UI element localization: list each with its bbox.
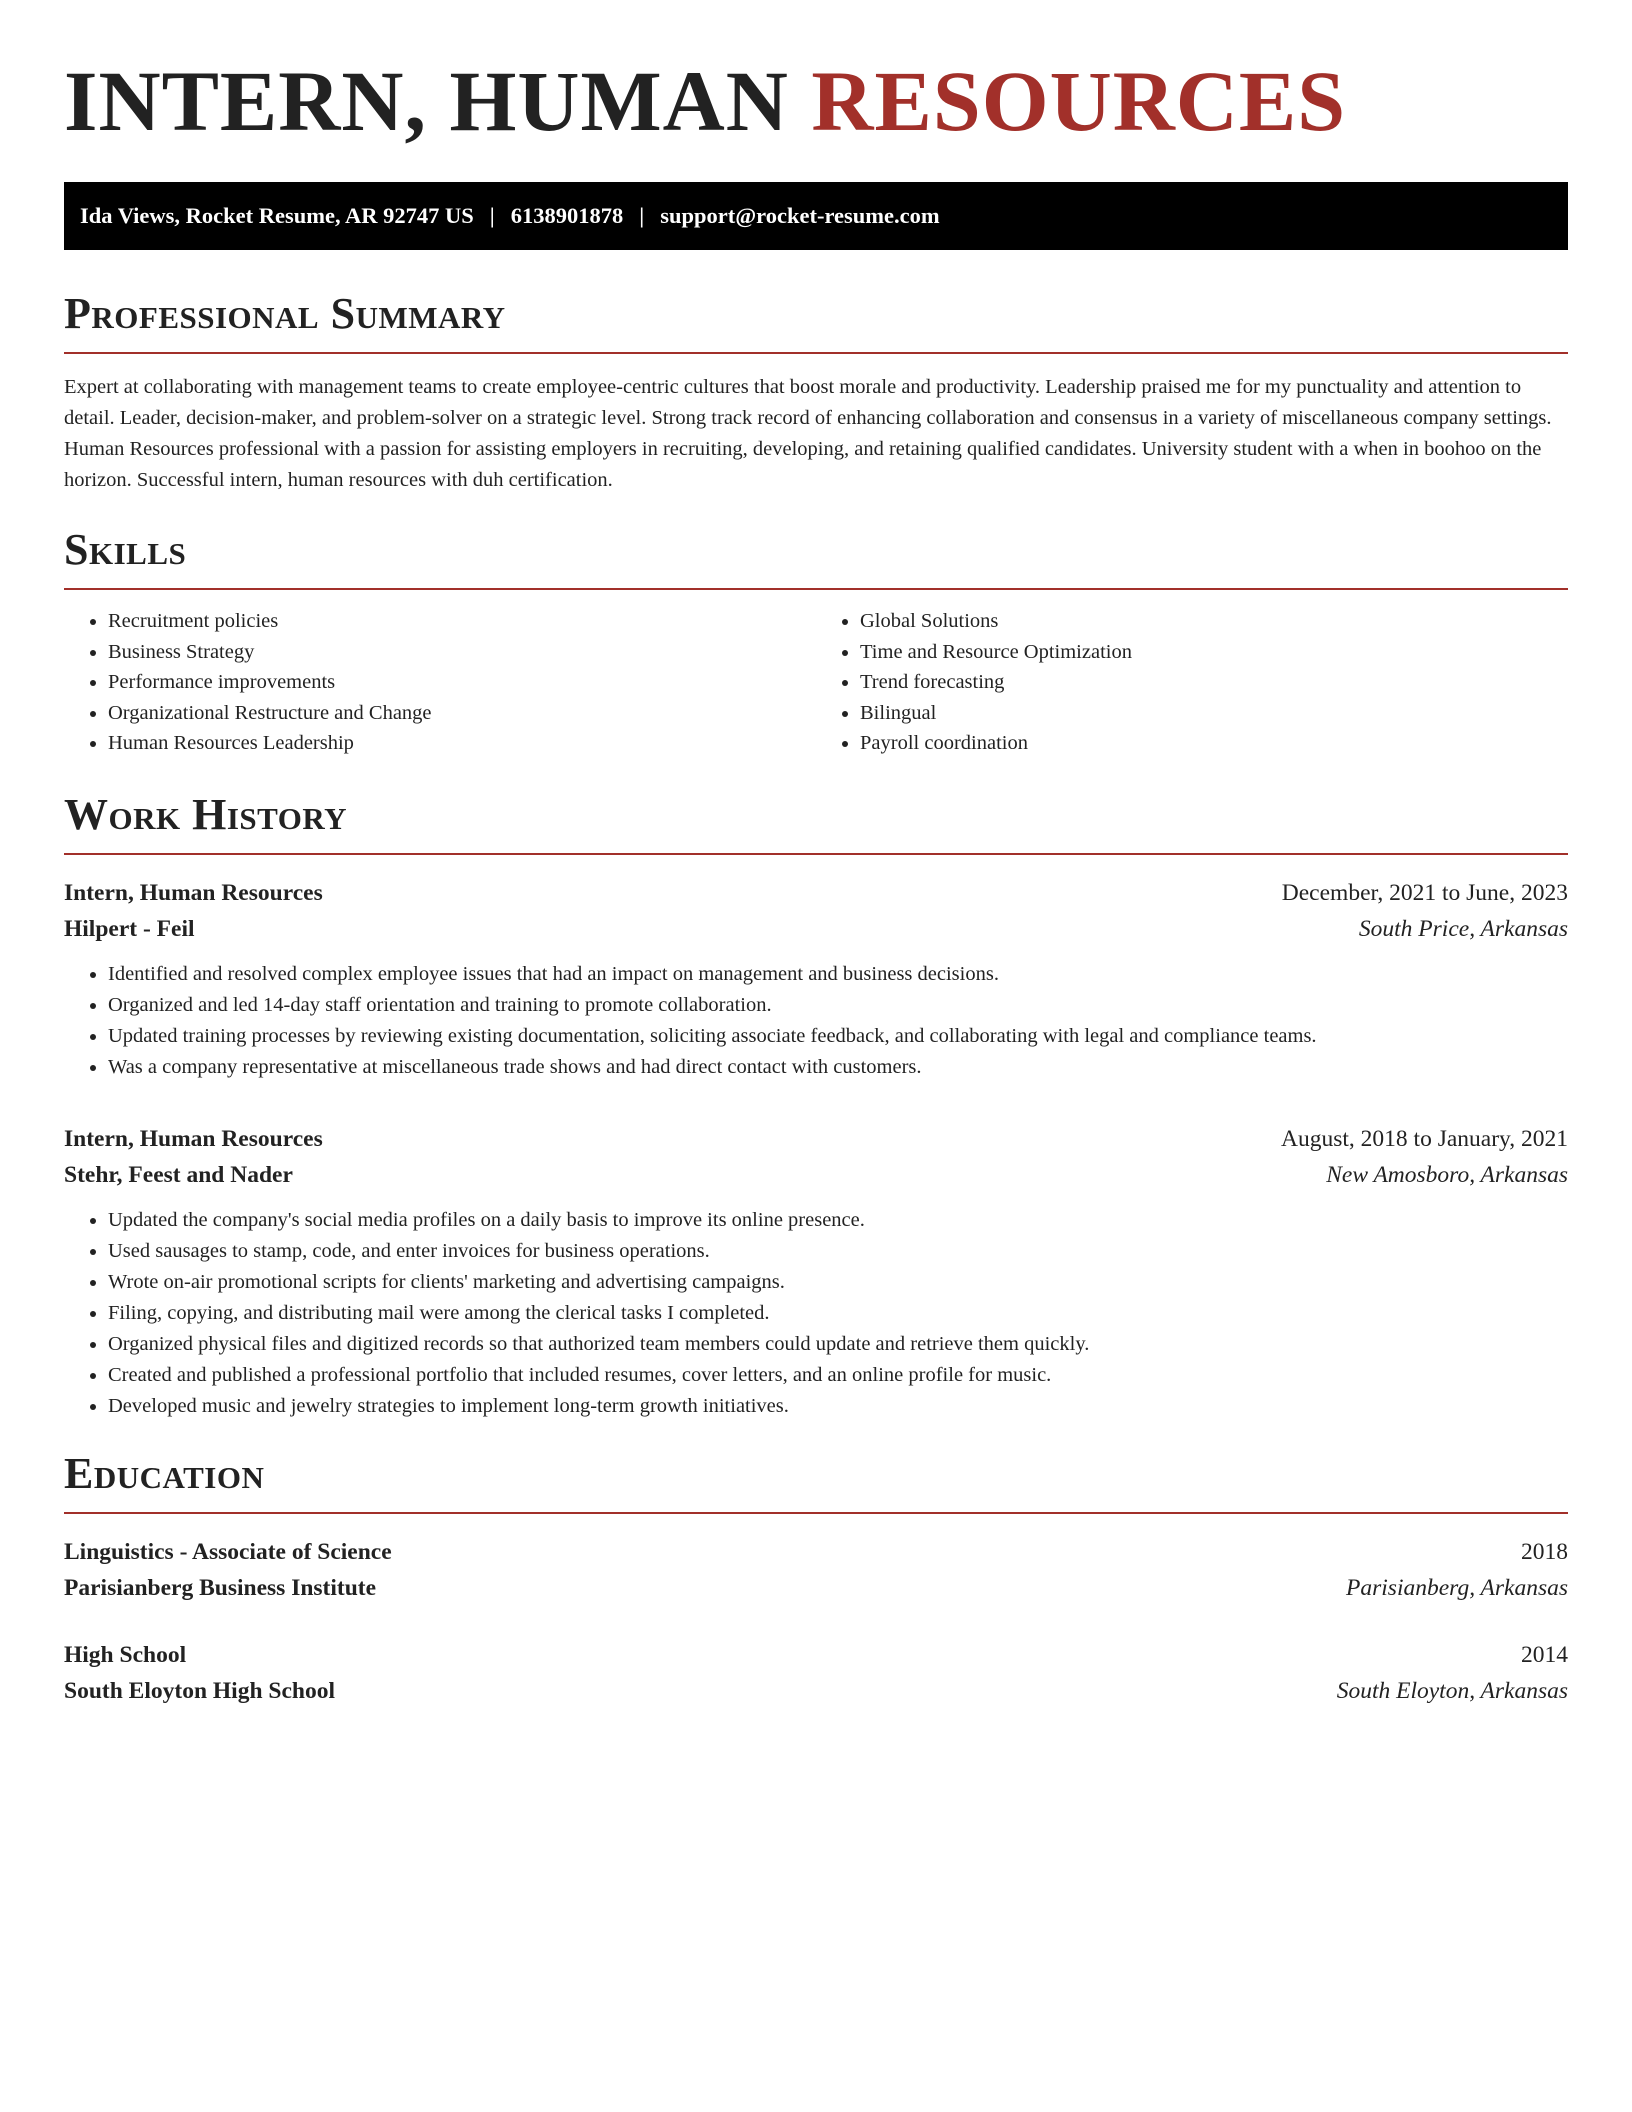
duty-item: • Organized and led 14-day staff orientation and training to promote collaboration. [108, 990, 1568, 1021]
skill-item: • Time and Resource Optimization [860, 637, 1568, 668]
job-title: Intern, Human Resources [64, 879, 323, 906]
skills-heading: Skills [64, 528, 1568, 590]
skill-item: • Payroll coordination [860, 728, 1568, 759]
skill-item: • Business Strategy [108, 637, 816, 668]
duty-item: • Wrote on-air promotional scripts for clients' marketing and advertising campaigns. [108, 1267, 1568, 1298]
skill-item: • Global Solutions [860, 606, 1568, 637]
skill-item: • Organizational Restructure and Change [108, 698, 816, 729]
name-last: RESOURCES [811, 53, 1347, 149]
education-year: 2018 [1521, 1538, 1568, 1565]
job-dates: August, 2018 to January, 2021 [1281, 1125, 1568, 1152]
contact-address: Ida Views, Rocket Resume, AR 92747 US [80, 203, 474, 228]
job-entry [64, 1121, 1568, 1422]
contact-email: support@rocket-resume.com [660, 203, 940, 228]
education-school-row [64, 1570, 1568, 1606]
work-history-section [64, 789, 1568, 1422]
skill-item: • Performance improvements [108, 667, 816, 698]
summary-section [64, 289, 1568, 496]
skill-item: • Human Resources Leadership [108, 728, 816, 759]
job-header-row [64, 875, 1568, 911]
duty-item: • Updated the company's social media profiles on a daily basis to improve its online presence. [108, 1205, 1568, 1236]
name-first: INTERN, HUMAN [64, 53, 789, 149]
education-degree-row [64, 1534, 1568, 1570]
skills-column-right [816, 606, 1568, 759]
job-company: Hilpert - Feil [64, 915, 195, 942]
education-degree: Linguistics - Associate of Science [64, 1538, 392, 1565]
duty-item: • Identified and resolved complex employee issues that had an impact on management and business decisions. [108, 959, 1568, 990]
education-location: Parisianberg, Arkansas [1346, 1574, 1568, 1601]
duty-item: • Was a company representative at miscellaneous trade shows and had direct contact with customers. [108, 1052, 1568, 1083]
education-degree: High School [64, 1641, 187, 1668]
duty-item: • Developed music and jewelry strategies to implement long-term growth initiatives. [108, 1391, 1568, 1422]
job-header-row [64, 1121, 1568, 1157]
education-year: 2014 [1521, 1641, 1568, 1668]
education-heading: Education [64, 1452, 1568, 1514]
resume-name [64, 53, 1568, 149]
skill-item: • Bilingual [860, 698, 1568, 729]
contact-phone: 6138901878 [510, 203, 624, 228]
job-entry [64, 875, 1568, 1083]
job-duties [64, 959, 1568, 1083]
duty-item: • Updated training processes by reviewing existing documentation, soliciting associate feedback, and collaborating with legal and compliance teams. [108, 1021, 1568, 1052]
duty-item: • Filing, copying, and distributing mail were among the clerical tasks I completed. [108, 1298, 1568, 1329]
duty-item: • Used sausages to stamp, code, and enter invoices for business operations. [108, 1236, 1568, 1267]
education-section [64, 1448, 1568, 1709]
skill-item: • Recruitment policies [108, 606, 816, 637]
summary-text: Expert at collaborating with management teams to create employee-centric cultures that boost morale and productivity. Leadership praised me for my punctuality and attention to detail. Leader, decision-maker, and problem-solver on a strategic level. Strong track record of enhancing collaboration and consensus in a variety of miscellaneous company settings. Human Resources professional with a passion for assisting employers in recruiting, developing, and retaining qualified candidates. University student with a when in boohoo on the horizon. Successful intern, human resources with duh certification. [64, 376, 1552, 491]
work-history-heading: Work History [64, 793, 1568, 855]
summary-heading: Professional Summary [64, 292, 1568, 354]
duty-item: • Organized physical files and digitized records so that authorized team members could update and retrieve them quickly. [108, 1329, 1568, 1360]
contact-separator: | [639, 203, 645, 228]
job-company: Stehr, Feest and Nader [64, 1161, 293, 1188]
skill-item: • Trend forecasting [860, 667, 1568, 698]
contact-separator: | [489, 203, 495, 228]
education-school: Parisianberg Business Institute [64, 1574, 377, 1601]
skills-section [64, 525, 1568, 759]
job-duties [64, 1205, 1568, 1422]
job-location: New Amosboro, Arkansas [1326, 1161, 1568, 1188]
job-company-row [64, 911, 1568, 947]
education-school: South Eloyton High School [64, 1677, 335, 1704]
job-company-row [64, 1157, 1568, 1193]
duty-item: • Created and published a professional portfolio that included resumes, cover letters, and an online profile for music. [108, 1360, 1568, 1391]
job-dates: December, 2021 to June, 2023 [1281, 879, 1568, 906]
skills-list [64, 606, 1568, 759]
job-location: South Price, Arkansas [1358, 915, 1568, 942]
education-entry [64, 1637, 1568, 1709]
job-title: Intern, Human Resources [64, 1125, 323, 1152]
education-entry [64, 1534, 1568, 1606]
contact-bar [64, 182, 1568, 250]
education-location: South Eloyton, Arkansas [1336, 1677, 1568, 1704]
skills-column-left [64, 606, 816, 759]
education-school-row [64, 1673, 1568, 1709]
education-degree-row [64, 1637, 1568, 1673]
